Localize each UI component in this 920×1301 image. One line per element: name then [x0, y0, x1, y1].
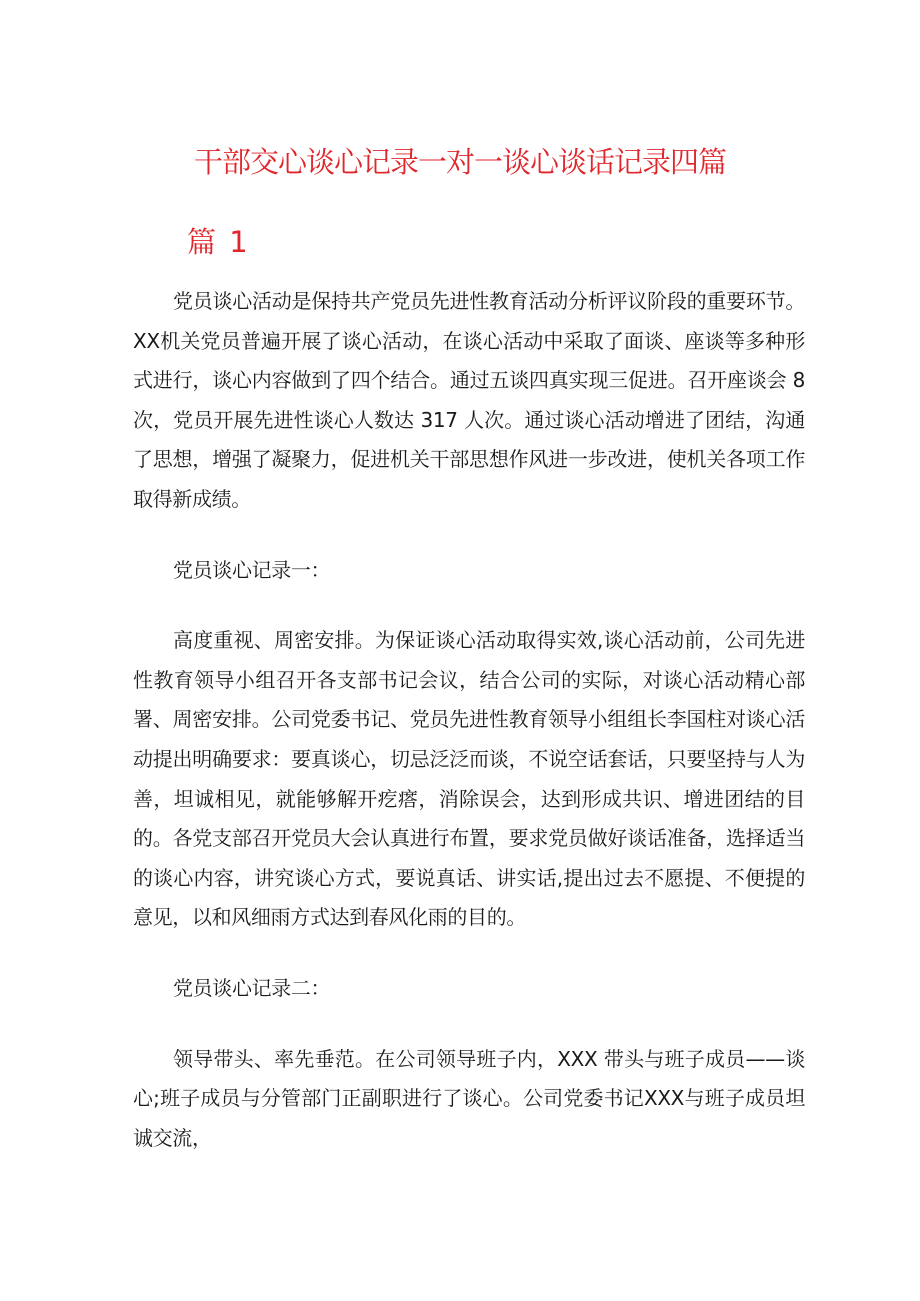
body-paragraph: 领导带头、率先垂范。在公司领导班子内，XXX 带头与班子成员——谈心;班子成员与分管部门正副职进行了谈心。公司党委书记XXX与班子成员坦诚交流，	[133, 1046, 805, 1150]
record-heading: 党员谈心记录二：	[173, 975, 331, 1000]
section-heading: 篇 1	[187, 225, 250, 259]
body-paragraph: 党员谈心活动是保持共产党员先进性教育活动分析评议阶段的重要环节。XX机关党员普遍开展了谈心活动，在谈心活动中采取了面谈、座谈等多种形式进行，谈心内容做到了四个结合。通过五谈四真实现三促进。召开座谈会 8 次，党员开展先进性谈心人数达 317 人次。通过谈心活动增进了团结，沟通了思想，增强了凝聚力，促进机关干部思想作风进一步改进，使机关各项工作取得新成绩。	[133, 289, 805, 511]
document-title: 干部交心谈心记录一对一谈心谈话记录四篇	[193, 145, 726, 179]
record-heading: 党员谈心记录一：	[173, 557, 331, 582]
body-paragraph: 高度重视、周密安排。为保证谈心活动取得实效,谈心活动前，公司先进性教育领导小组召开各支部书记会议，结合公司的实际，对谈心活动精心部署、周密安排。公司党委书记、党员先进性教育领导小组组长李国柱对谈心活动提出明确要求：要真谈心，切忌泛泛而谈，不说空话套话，只要坚持与人为善，坦诚相见，就能够解开疙瘩，消除误会，达到形成共识、增进团结的目的。各党支部召开党员大会认真进行布置，要求党员做好谈话准备，选择适当的谈心内容，讲究谈心方式，要说真话、讲实话,提出过去不愿提、不便提的意见，以和风细雨方式达到春风化雨的目的。	[133, 628, 805, 930]
document-body	[133, 282, 805, 1158]
